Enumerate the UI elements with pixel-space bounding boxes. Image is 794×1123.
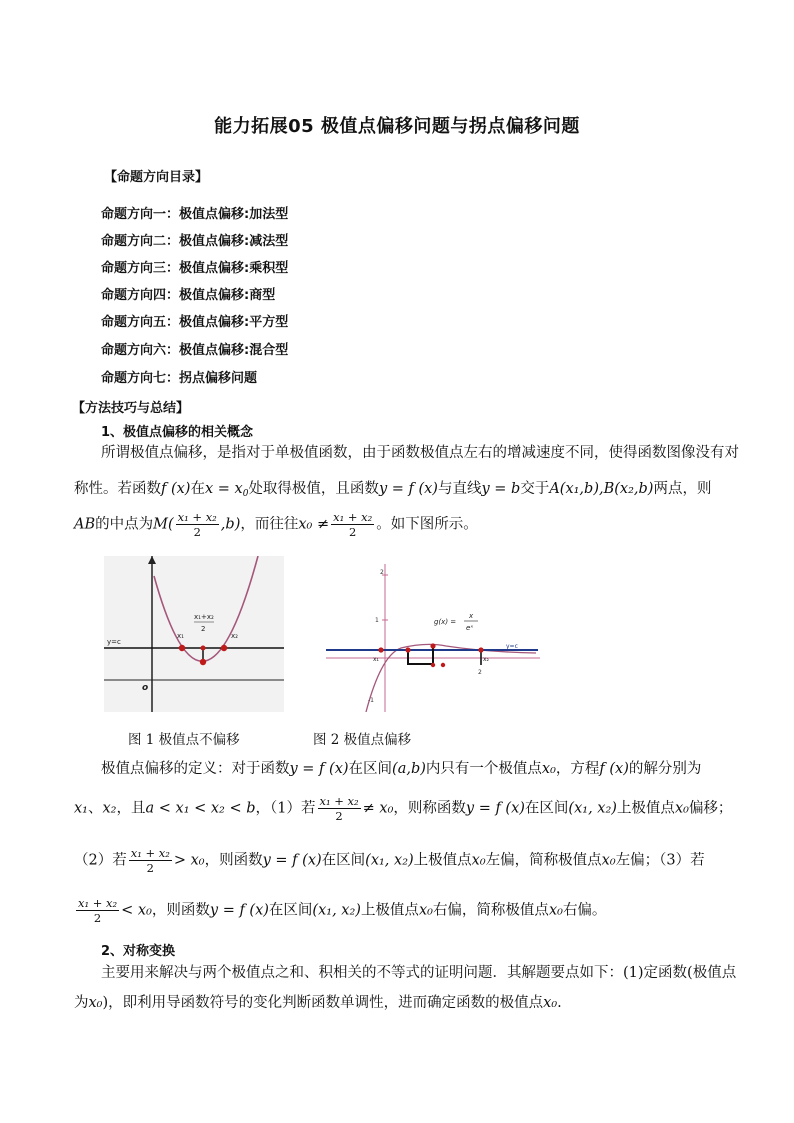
fig1-vertex — [200, 659, 206, 665]
figure-1-caption: 图 1 极值点不偏移 — [128, 732, 240, 748]
def-line-1: 极值点偏移的定义：对于函数y = f (x)在区间(a,b)内只有一个极值点x₀，方程f (x)的解分别为 — [101, 761, 702, 777]
fraction: $\frac{\text{x₁ + x₂}}{2}$ — [177, 510, 217, 539]
intro-line-2: 称性。若函数f (x)在$x = x_0$处取得极值，且函数y = f (x)与直线y = b交于A(x₁,b),B(x₂,b)两点，则 — [74, 481, 712, 499]
toc-item-2: 命题方向二：极值点偏移:减法型 — [101, 234, 289, 249]
fig2-label-yc: y=c — [506, 643, 518, 650]
section-heading: 【方法技巧与总结】 — [72, 401, 190, 416]
def-line-3: （2）若 $\frac{\text{x₁ + x₂}}{2}$ > x₀，则函数y = f (x)在区间(x₁, x₂)上极值点x₀左偏，简称极值点x₀左偏；（3）若 — [74, 846, 705, 875]
fig2-point-b — [431, 663, 435, 667]
sym-line-2: 为x₀)，即利用导函数符号的变化判断函数单调性，进而确定函数的极值点x₀. — [74, 995, 562, 1011]
figure-1 — [104, 556, 284, 712]
fig2-point-x2 — [478, 647, 483, 652]
fig2-curve — [366, 644, 536, 712]
toc-item-3: 命题方向三：极值点偏移:乘积型 — [101, 261, 289, 276]
fig2-point-c — [441, 663, 445, 667]
def-line-4: $\frac{\text{x₁ + x₂}}{2}$ < x₀，则函数y = f (x)在区间(x₁, x₂)上极值点x₀右偏，简称极值点x₀右偏。 — [78, 896, 607, 925]
fig2-x-tick-2: 2 — [478, 669, 482, 676]
fig2-tick-1: 1 — [375, 617, 379, 624]
fig2-func-den: eˣ — [466, 624, 474, 632]
subsection-2-heading: 2、对称变换 — [101, 944, 176, 959]
fraction: $\frac{\text{x₁ + x₂}}{2}$ — [319, 794, 359, 823]
fig2-point-x1 — [378, 647, 383, 652]
fig1-label-o: o — [142, 683, 149, 693]
fig2-tick-2: 2 — [380, 569, 384, 576]
fig1-midpoint — [201, 646, 206, 651]
fraction: $\frac{\text{x₁ + x₂}}{2}$ — [333, 510, 373, 539]
sym-line-1: 主要用来解决与两个极值点之和、积相关的不等式的证明问题．其解题要点如下：(1)定函数(极值点 — [101, 965, 737, 981]
subsection-1-heading: 1、极值点偏移的相关概念 — [101, 425, 254, 440]
fig2-point-a — [405, 647, 410, 652]
figure-2-caption: 图 2 极值点偏移 — [313, 732, 412, 748]
fig2-label-x1: x₁ — [373, 656, 379, 663]
fig1-point-x2 — [221, 645, 227, 651]
fig2-point-max — [430, 643, 435, 648]
fig2-func-label: g(x) = — [434, 618, 457, 626]
toc-item-7: 命题方向七：拐点偏移问题 — [101, 371, 258, 386]
page-title: 能力拓展05 极值点偏移问题与拐点偏移问题 — [214, 116, 580, 137]
intro-line-1: 所谓极值点偏移，是指对于单极值函数，由于函数极值点左右的增减速度不同，使得函数图像没有对 — [101, 445, 739, 461]
toc-item-6: 命题方向六：极值点偏移:混合型 — [101, 343, 289, 358]
toc-item-1: 命题方向一：极值点偏移:加法型 — [101, 207, 289, 222]
def-line-2: x₁、x₂，且a < x₁ < x₂ < b，（1）若 $\frac{\text{x₁ + x₂}}{2}$ ≠ x₀，则称函数y = f (x)在区间(x₁, x₂)上极值点x₀偏移； — [74, 794, 733, 823]
fig2-label-x2: x₂ — [483, 656, 489, 663]
fig1-label-x2: x₂ — [231, 632, 238, 640]
toc-heading: 【命题方向目录】 — [104, 170, 209, 185]
fig2-tick-neg1: -1 — [368, 697, 374, 704]
fig1-point-x1 — [179, 645, 185, 651]
intro-line-3: AB的中点为M( $\frac{\text{x₁ + x₂}}{2}$ ,b)，而往往x₀ ≠ $\frac{\text{x₁ + x₂}}{2}$ 。如下图所示。 — [74, 510, 478, 539]
figure-2 — [326, 560, 540, 712]
fraction: $\frac{\text{x₁ + x₂}}{2}$ — [78, 896, 118, 925]
fig1-label-yc: y=c — [107, 638, 121, 646]
fig1-label-x1: x₁ — [177, 632, 184, 640]
fig2-func-num: x — [469, 612, 474, 620]
fraction: $\frac{\text{x₁ + x₂}}{2}$ — [130, 846, 170, 875]
fig1-label-mid-num: x₁+x₂ — [194, 613, 214, 621]
toc-item-5: 命题方向五：极值点偏移:平方型 — [101, 315, 289, 330]
toc-item-4: 命题方向四：极值点偏移:商型 — [101, 288, 276, 303]
fig1-label-mid-den: 2 — [201, 625, 206, 633]
